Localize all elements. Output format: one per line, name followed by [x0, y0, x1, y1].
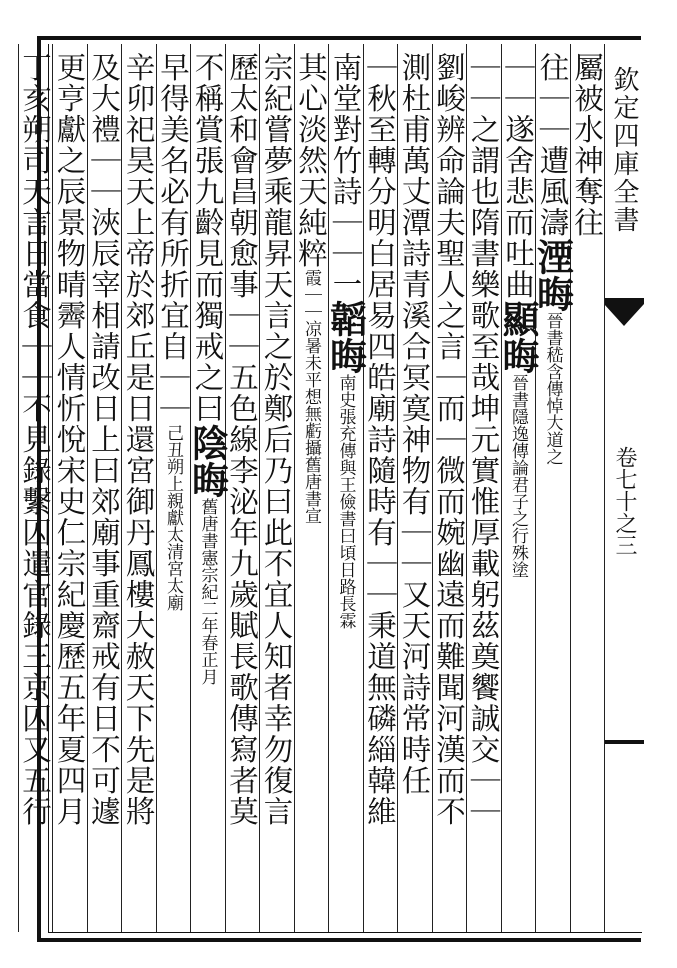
body-text: ｜｜遂舍悲而吐曲 — [501, 52, 535, 300]
volume-label: 卷七十之三 — [612, 446, 637, 556]
body-text: 早得美名必有所折宜自｜｜ — [156, 52, 190, 424]
margin-column — [608, 46, 640, 926]
text-column — [496, 52, 540, 924]
body-text: 更亨獻之辰景物晴霽人情忻悅宋史仁宗紀慶歷五年夏四月 — [52, 52, 87, 827]
body-text: 及大禮｜｜浹辰宰相請改日上曰郊廟事重齋戒有日不可遽 — [87, 52, 121, 827]
book-title: 欽定四庫全書 — [609, 66, 639, 234]
headword: 湮晦 — [530, 238, 575, 312]
text-column — [156, 52, 190, 924]
text-column — [467, 52, 501, 924]
fishtail-rule — [604, 740, 644, 744]
body-text: 南堂對竹詩｜｜一 — [328, 52, 363, 300]
annotation: 舊唐書憲宗紀二年春正月 — [197, 498, 218, 685]
body-text: 歷太和會昌朝愈事｜｜五色線李泌年九歲賦長歌傳寫者莫 — [225, 52, 259, 827]
body-text: ｜秋至轉分明白居易四皓廟詩隨時有｜｜秉道無磷緇韓維 — [363, 52, 397, 827]
text-column — [570, 52, 604, 924]
headword: 陰晦 — [185, 424, 230, 498]
annotation: 南史張充傳與王儉書曰頃日路長霖 — [335, 374, 356, 629]
body-text: 宗紀嘗夢乘龍昇天言之於鄭后乃曰此不宜人知者幸勿復言 — [259, 52, 294, 827]
text-column — [363, 52, 397, 924]
text-column — [294, 52, 328, 924]
text-column — [87, 52, 121, 924]
text-column — [398, 52, 432, 924]
annotation: 晉書隱逸傳論君子之行殊塗 — [508, 374, 528, 578]
body-text: 往｜｜遭風濤 — [535, 52, 570, 238]
text-column — [260, 52, 294, 924]
body-text: 屬被水神奪往 — [570, 52, 604, 238]
fishtail-mark — [604, 298, 644, 328]
text-column — [432, 52, 466, 924]
text-column — [122, 52, 156, 924]
text-column — [53, 52, 87, 924]
text-column — [323, 52, 368, 924]
column-rule — [604, 44, 605, 932]
body-text: 辛卯祀昊天上帝於郊丘是日還宮御丹鳳樓大赦天下先是將 — [121, 52, 156, 827]
body-text: 測杜甫萬丈潭詩青溪合冥寞神物有｜｜又天河詩常時任 — [397, 52, 432, 796]
text-column — [185, 52, 230, 924]
annotation: 霞｜｜凉暑未平想無虧攝舊唐書宣 — [301, 269, 321, 524]
annotation: 晉書嵇含傳悼大道之 — [542, 312, 563, 465]
text-column — [225, 52, 259, 924]
body-text: 劉峻辨命論夫聖人之言｜而｜微而婉幽遠而難聞河漢而不 — [432, 52, 466, 827]
headword: 顯晦 — [496, 300, 540, 374]
text-column — [530, 52, 575, 924]
headword: 韜晦 — [323, 300, 368, 374]
text-column — [18, 52, 52, 924]
body-text: 不稱賞張九齡見而獨戒之曰 — [190, 52, 225, 424]
body-text: 其心淡然天純粹 — [294, 52, 328, 269]
body-text: 丁亥朔司天言日當食｜｜不見錄繫囚遣官錄三京囚又五行 — [18, 52, 52, 827]
annotation: 己丑朔上親獻太清宮太廟 — [163, 424, 183, 611]
body-text: ｜｜之謂也隋書樂歌至哉坤元實惟厚載躬茲奠饗誠交｜｜ — [466, 52, 501, 827]
